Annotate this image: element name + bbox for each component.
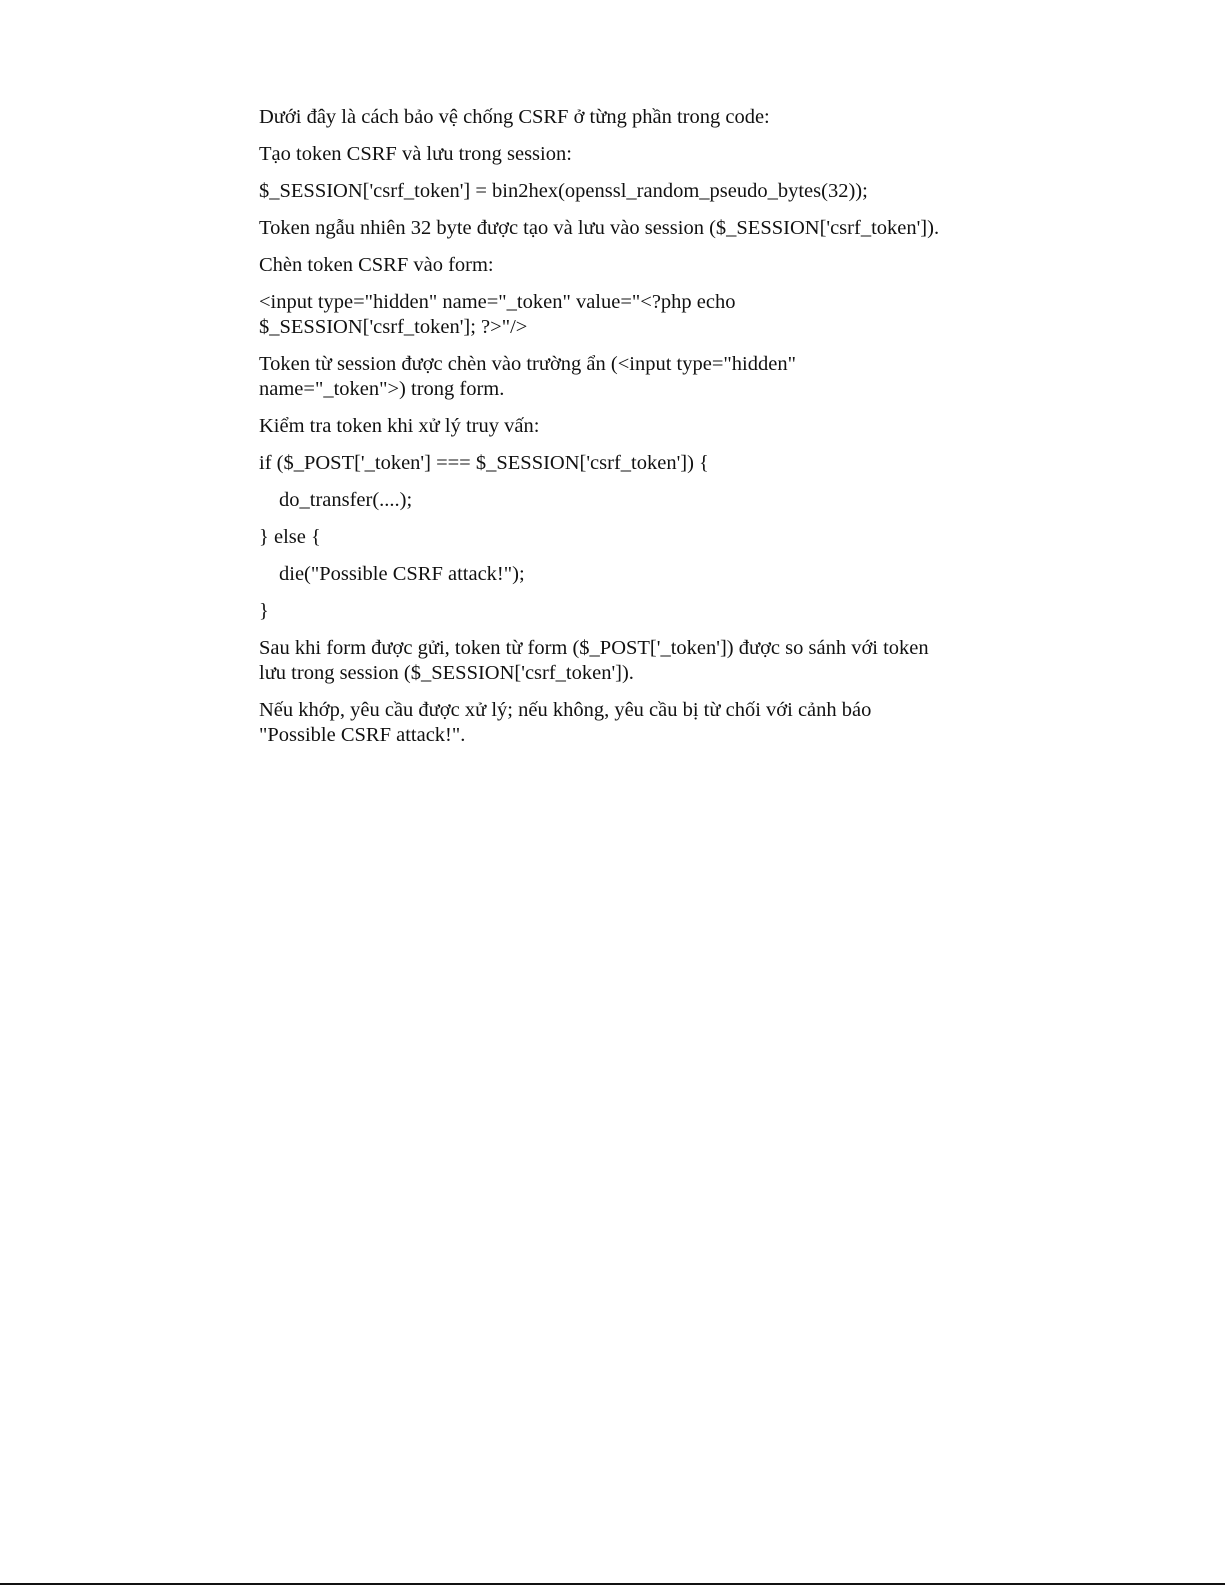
explanation-result: Nếu khớp, yêu cầu được xử lý; nếu không, yêu cầu bị từ chối với cảnh báo "Possible CSRF attack!". [259, 699, 872, 746]
explanation-insert-token: Token từ session được chèn vào trường ẩn (<input type="hidden" name="_token">) trong form. [259, 353, 796, 400]
explanation-compare-token: Sau khi form được gửi, token từ form ($_POST['_token']) được so sánh với token lưu trong session ($_SESSION['csrf_token']). [259, 637, 929, 684]
code-die-line: die("Possible CSRF attack!"); [279, 563, 525, 585]
code-do-transfer: do_transfer(....); [279, 489, 413, 511]
intro-paragraph: Dưới đây là cách bảo vệ chống CSRF ở từng phần trong code: [259, 106, 770, 128]
code-if-line: if ($_POST['_token'] === $_SESSION['csrf_token']) { [259, 452, 709, 474]
document-body [259, 105, 959, 760]
code-closing-brace: } [259, 600, 269, 622]
code-hidden-input: <input type="hidden" name="_token" value="<?php echo $_SESSION['csrf_token']; ?>"/> [259, 291, 736, 338]
step-heading-insert-token: Chèn token CSRF vào form: [259, 254, 494, 276]
step-heading-create-token: Tạo token CSRF và lưu trong session: [259, 143, 572, 165]
explanation-create-token: Token ngẫu nhiên 32 byte được tạo và lưu vào session ($_SESSION['csrf_token']). [259, 217, 940, 239]
code-else-line: } else { [259, 526, 321, 548]
step-heading-check-token: Kiểm tra token khi xử lý truy vấn: [259, 415, 540, 437]
code-create-token: $_SESSION['csrf_token'] = bin2hex(openssl_random_pseudo_bytes(32)); [259, 180, 868, 202]
